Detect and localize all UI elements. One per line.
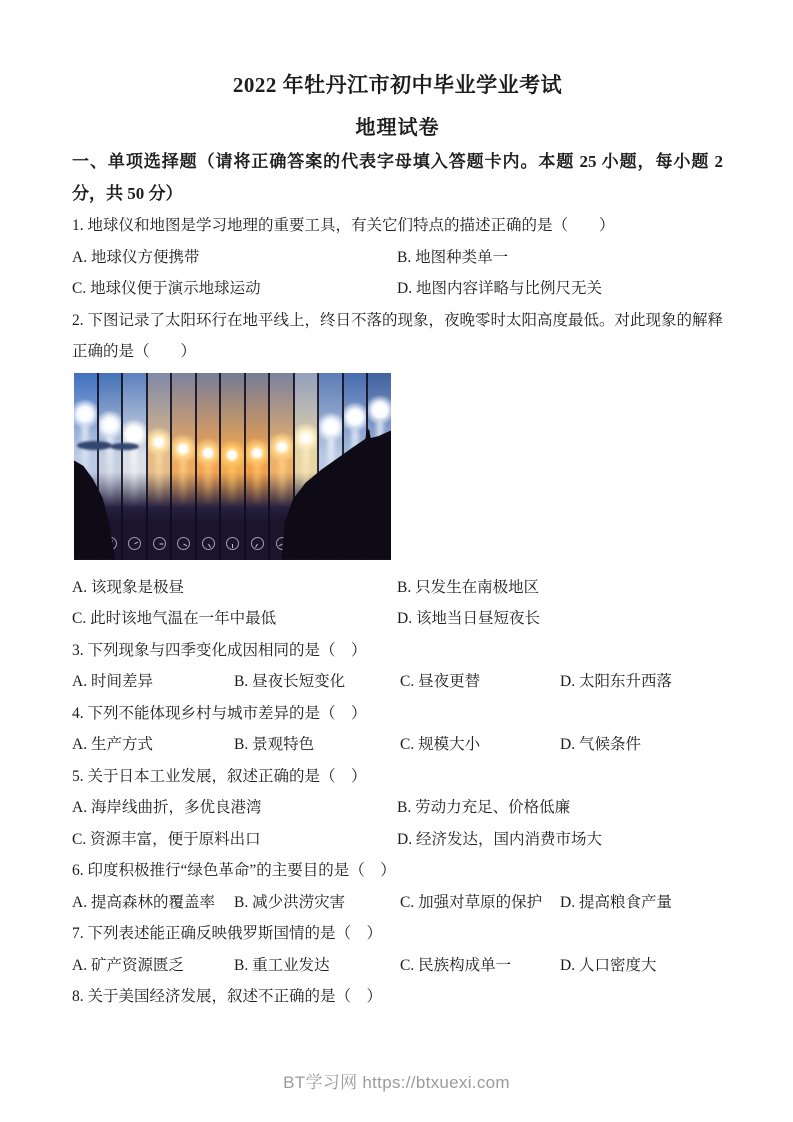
sun-reflection: [155, 453, 162, 507]
q4-option-c: C. 规模大小: [400, 736, 481, 753]
question-1-text: 1. 地球仪和地图是学习地理的重要工具，有关它们特点的描述正确的是（ ）: [72, 217, 615, 234]
question-3: [72, 635, 723, 698]
question-8: [72, 981, 723, 1013]
q2-option-a: A. 该现象是极昼: [72, 578, 184, 596]
q5-option-d: D. 经济发达，国内消费市场大: [397, 830, 602, 848]
photo-strip-12: [344, 373, 369, 560]
photo-strip-2: [99, 373, 124, 560]
clock-icon: [325, 537, 338, 550]
question-6: [72, 855, 723, 918]
sun-reflection: [180, 460, 187, 507]
q7-option-b: B. 重工业发达: [234, 956, 330, 974]
q6-option-a: A. 提高森林的覆盖率: [72, 893, 215, 911]
question-7: [72, 918, 723, 981]
clock-icon: [177, 537, 190, 550]
q5-option-a: A. 海岸线曲折，多优良港湾: [72, 799, 262, 816]
q5-option-c: C. 资源丰富，便于原料出口: [72, 830, 261, 848]
clock-hand: [85, 540, 86, 544]
clock-hand: [278, 543, 282, 546]
q7-option-a: A. 矿产资源匮乏: [72, 956, 184, 974]
q3-option-d: D. 太阳东升西落: [560, 673, 672, 690]
clock-icon: [300, 537, 313, 550]
question-1-options-row-1: [72, 242, 723, 274]
clock-icon: [128, 537, 141, 550]
question-4-text: 4. 下列不能体现乡村与城市差异的是（ ）: [72, 704, 367, 722]
question-7-options-row: [72, 950, 723, 982]
question-2: [72, 305, 723, 635]
clock-hand: [110, 540, 113, 544]
clock-icon: [276, 537, 289, 550]
clock-hand: [184, 543, 188, 546]
question-6-options-row: [72, 887, 723, 919]
sun-reflection: [303, 449, 310, 507]
midnight-sun-photo: [74, 373, 391, 560]
paper-subtitle: 地理试卷: [355, 117, 440, 139]
q1-option-b: B. 地图种类单一: [397, 248, 509, 266]
watermark-footer: BT学习网 https://btxuexi.com: [283, 1073, 510, 1092]
question-4-options-row: [72, 729, 723, 761]
photo-strip-4: [148, 373, 173, 560]
photo-strip-8: [246, 373, 271, 560]
clock-hand: [208, 543, 211, 547]
q2-option-d: D. 该地当日昼短夜长: [397, 610, 540, 627]
q3-option-c: C. 昼夜更替: [400, 673, 481, 690]
question-2-text: 2. 下图记录了太阳环行在地平线上，终日不落的现象，夜晚零时太阳高度最低。对此现象的解释正确的是（ ）: [72, 311, 724, 360]
clock-hand: [135, 541, 139, 544]
q6-option-b: B. 减少洪涝灾害: [234, 893, 346, 911]
question-1: [72, 210, 723, 305]
exam-title: 2022 年牡丹江市初中毕业学业考试: [232, 73, 563, 97]
photo-strip-13: [368, 373, 391, 560]
sun-reflection: [327, 438, 334, 507]
question-1-options-row-2: [72, 273, 723, 305]
q4-option-d: D. 气候条件: [560, 736, 641, 753]
q4-option-b: B. 景观特色: [234, 736, 315, 753]
clock-hand: [232, 544, 233, 548]
sun-reflection: [82, 425, 89, 507]
q3-option-a: A. 时间差异: [72, 673, 153, 690]
sun-reflection: [376, 421, 383, 507]
sun-reflection: [229, 466, 236, 507]
q6-option-c: C. 加强对草原的保护: [400, 893, 543, 911]
sun-reflection: [131, 445, 138, 507]
q2-option-c: C. 此时该地气温在一年中最低: [72, 610, 277, 627]
photo-strip-7: [221, 373, 246, 560]
clock-icon: [226, 537, 239, 550]
q2-option-b: B. 只发生在南极地区: [397, 578, 540, 596]
q1-option-a: A. 地球仪方便携带: [72, 248, 200, 266]
clock-icon: [153, 537, 166, 550]
clock-icon: [349, 537, 362, 550]
clock-icon: [251, 537, 264, 550]
question-5-text: 5. 关于日本工业发展，叙述正确的是（ ）: [72, 767, 367, 785]
question-4: [72, 698, 723, 761]
clock-hand: [327, 541, 331, 544]
clock-icon: [202, 537, 215, 550]
q3-option-b: B. 昼夜长短变化: [234, 673, 346, 690]
photo-strip-3: [123, 373, 148, 560]
clock-hand: [303, 543, 307, 544]
sun-reflection: [278, 459, 285, 508]
question-3-text: 3. 下列现象与四季变化成因相同的是（ ）: [72, 641, 367, 659]
q7-option-d: D. 人口密度大: [560, 956, 657, 974]
question-7-text: 7. 下列表述能正确反映俄罗斯国情的是（ ）: [72, 925, 383, 942]
island-silhouette: [77, 441, 112, 450]
sun-reflection: [352, 429, 359, 508]
sun-reflection: [253, 464, 260, 507]
clock-icon: [374, 537, 387, 550]
photo-strip-6: [197, 373, 222, 560]
question-8-text: 8. 关于美国经济发展，叙述不正确的是（ ）: [72, 988, 383, 1005]
clock-hand: [380, 540, 381, 544]
photo-strip-5: [172, 373, 197, 560]
clock-hand: [255, 543, 258, 547]
question-5: [72, 761, 723, 856]
question-5-options-row-1: [72, 792, 723, 824]
q1-option-d: D. 地图内容详略与比例尺无关: [397, 280, 602, 297]
page-content: [0, 72, 793, 1013]
sun-reflection: [204, 464, 211, 507]
question-6-text: 6. 印度积极推行“绿色革命”的主要目的是（ ）: [72, 862, 396, 879]
island-silhouette: [110, 443, 139, 450]
photo-strip-11: [319, 373, 344, 560]
clock-hand: [159, 543, 163, 544]
clock-icon: [79, 537, 92, 550]
question-2-options-row-1: [72, 572, 723, 604]
clock-icon: [104, 537, 117, 550]
q1-option-c: C. 地球仪便于演示地球运动: [72, 280, 261, 297]
q4-option-a: A. 生产方式: [72, 736, 153, 753]
photo-strip-9: [270, 373, 295, 560]
question-5-options-row-2: [72, 824, 723, 856]
q6-option-d: D. 提高粮食产量: [560, 893, 672, 911]
clock-hand: [353, 540, 356, 544]
photo-strip-1: [74, 373, 99, 560]
question-2-options-row-2: [72, 603, 723, 635]
question-3-options-row: [72, 666, 723, 698]
q5-option-b: B. 劳动力充足、价格低廉: [397, 799, 571, 816]
section-heading: 一、单项选择题（请将正确答案的代表字母填入答题卡内。本题 25 小题，每小题 2 分，共 50 分）: [72, 152, 723, 203]
q7-option-c: C. 民族构成单一: [400, 956, 512, 974]
photo-strip-10: [295, 373, 320, 560]
